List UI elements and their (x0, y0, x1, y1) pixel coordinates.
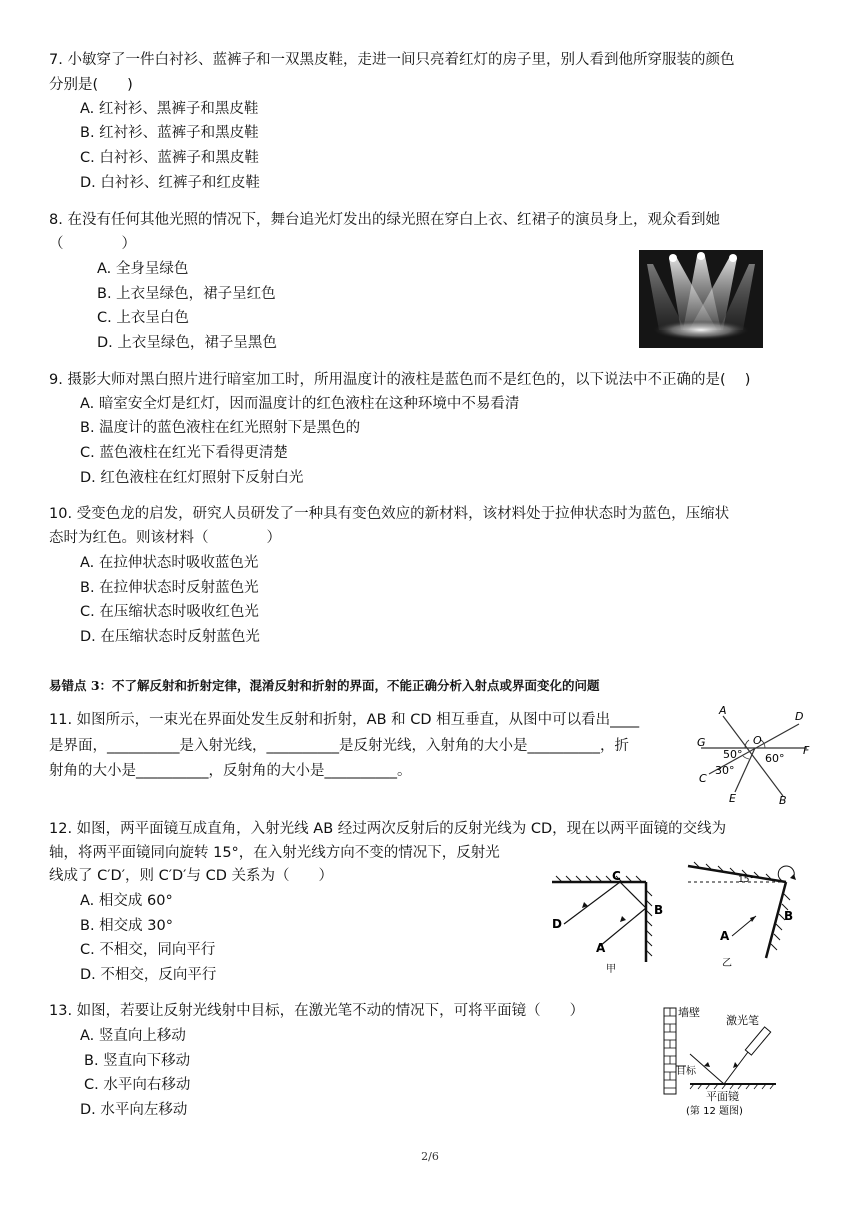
q8-option-a: A. 全身呈绿色 (97, 261, 189, 277)
q7-stem-line2: 分别是( ) (49, 77, 133, 93)
q8-option-c: C. 上衣呈白色 (97, 310, 189, 326)
q12-stem-line3: 线成了 C′D′，则 C′D′与 CD 关系为（ ） (49, 868, 333, 884)
angle-30: 30° (715, 764, 735, 777)
q7-stem-line1: 7. 小敏穿了一件白衬衫、蓝裤子和一双黑皮鞋，走进一间只亮着红灯的房子里，别人看到他所穿服装的颜色 (49, 52, 735, 68)
label-wall: 墙壁 (678, 1006, 700, 1019)
caption-yi: 乙 (722, 958, 732, 969)
q9-option-d: D. 红色液柱在红灯照射下反射白光 (80, 470, 304, 486)
label-a-jia: A (596, 941, 606, 955)
q7-option-d: D. 白衬衫、红裤子和红皮鞋 (80, 175, 260, 191)
q10-option-b: B. 在拉伸状态时反射蓝色光 (80, 580, 259, 596)
q9-option-c: C. 蓝色液柱在红光下看得更清楚 (80, 445, 288, 461)
q9-option-a: A. 暗室安全灯是红灯，因而温度计的红色液柱在这种环境中不易看清 (80, 396, 520, 412)
q12-stem-line2: 轴，将两平面镜同向旋转 15°，在入射光线方向不变的情况下，反射光 (49, 845, 500, 861)
label-o: O (753, 734, 762, 747)
label-target: 目标 (676, 1066, 696, 1077)
q12-figure-yi (686, 858, 806, 970)
q9-option-b: B. 温度计的蓝色液柱在红光照射下是黑色的 (80, 420, 361, 436)
q11-stem-line1: 11. 如图所示，一束光在界面处发生反射和折射，AB 和 CD 相互垂直，从图中可以看出____ (49, 712, 640, 728)
label-d-jia: D (552, 917, 562, 931)
q12-option-b: B. 相交成 30° (80, 918, 173, 934)
angle-60: 60° (765, 752, 785, 765)
q8-stem-line1: 8. 在没有任何其他光照的情况下，舞台追光灯发出的绿光照在穿白上衣、红裙子的演员身上，观众看到她 (49, 212, 720, 228)
q11-stem-line2: 是界面，__________是入射光线，__________是反射光线，入射角的大小是__________，折 (49, 738, 629, 754)
q12-option-a: A. 相交成 60° (80, 893, 173, 909)
q13-option-a: A. 竖直向上移动 (80, 1028, 186, 1044)
section-heading-error-point-3: 易错点 3：不了解反射和折射定律，混淆反射和折射的界面，不能正确分析入射点或界面变化的问题 (49, 678, 600, 693)
q8-stem-line2: （ ） (49, 236, 136, 252)
q10-option-a: A. 在拉伸状态时吸收蓝色光 (80, 555, 259, 571)
label-c-jia: C (612, 869, 621, 883)
q11-stem-line3: 射角的大小是__________，反射角的大小是__________。 (49, 763, 412, 779)
label-g: G (697, 736, 706, 749)
label-c: C (699, 772, 707, 785)
q10-option-c: C. 在压缩状态时吸收红色光 (80, 604, 259, 620)
angle-50: 50° (723, 748, 743, 761)
q11-reflection-refraction-figure (695, 702, 815, 806)
q10-stem-line1: 10. 受变色龙的启发，研究人员研发了一种具有变色效应的新材料，该材料处于拉伸状态时为蓝色，压缩状 (49, 506, 730, 522)
q12-figure-jia (548, 868, 676, 974)
label-f: F (803, 744, 810, 757)
label-a-yi: A (720, 929, 730, 943)
q13-option-c: C. 水平向右移动 (84, 1077, 191, 1093)
label-d: D (795, 710, 804, 723)
q7-option-a: A. 红衬衫、黑裤子和黑皮鞋 (80, 101, 259, 117)
stage-spotlight-image (639, 250, 763, 348)
q7-option-c: C. 白衬衫、蓝裤子和黑皮鞋 (80, 150, 259, 166)
q13-option-b: B. 竖直向下移动 (84, 1053, 191, 1069)
label-e: E (729, 792, 736, 805)
label-plane-mirror: 平面镜 (706, 1090, 739, 1103)
figure-caption-q13: (第 12 题图) (686, 1106, 743, 1116)
page-number: 2/6 (421, 1150, 439, 1163)
label-b-jia: B (654, 903, 664, 917)
label-a: A (719, 704, 727, 717)
q10-option-d: D. 在压缩状态时反射蓝色光 (80, 629, 260, 645)
caption-jia: 甲 (606, 964, 616, 974)
q12-option-c: C. 不相交，同向平行 (80, 942, 216, 958)
label-b: B (779, 794, 787, 806)
q9-stem-line1: 9. 摄影大师对黑白照片进行暗室加工时，所用温度计的液柱是蓝色而不是红色的，以下说法中不正确的是( ) (49, 372, 751, 388)
q12-stem-line1: 12. 如图，两平面镜互成直角，入射光线 AB 经过两次反射后的反射光线为 CD，现在以两平面镜的交线为 (49, 821, 727, 837)
q10-stem-line2: 态时为红色。则该材料（ ） (49, 530, 281, 546)
q8-option-d: D. 上衣呈绿色，裙子呈黑色 (97, 335, 277, 351)
q12-option-d: D. 不相交，反向平行 (80, 967, 217, 983)
angle-15-yi: 15° (738, 875, 754, 885)
q13-option-d: D. 水平向左移动 (80, 1102, 188, 1118)
q8-option-b: B. 上衣呈绿色，裙子呈红色 (97, 286, 276, 302)
label-laser-pen: 激光笔 (726, 1014, 759, 1027)
q13-stem-line1: 13. 如图，若要让反射光线射中目标，在激光笔不动的情况下，可将平面镜（ ） (49, 1003, 585, 1019)
q13-laser-mirror-figure (660, 1004, 790, 1116)
q7-option-b: B. 红衬衫、蓝裤子和黑皮鞋 (80, 125, 259, 141)
label-b-yi: B (784, 909, 794, 923)
